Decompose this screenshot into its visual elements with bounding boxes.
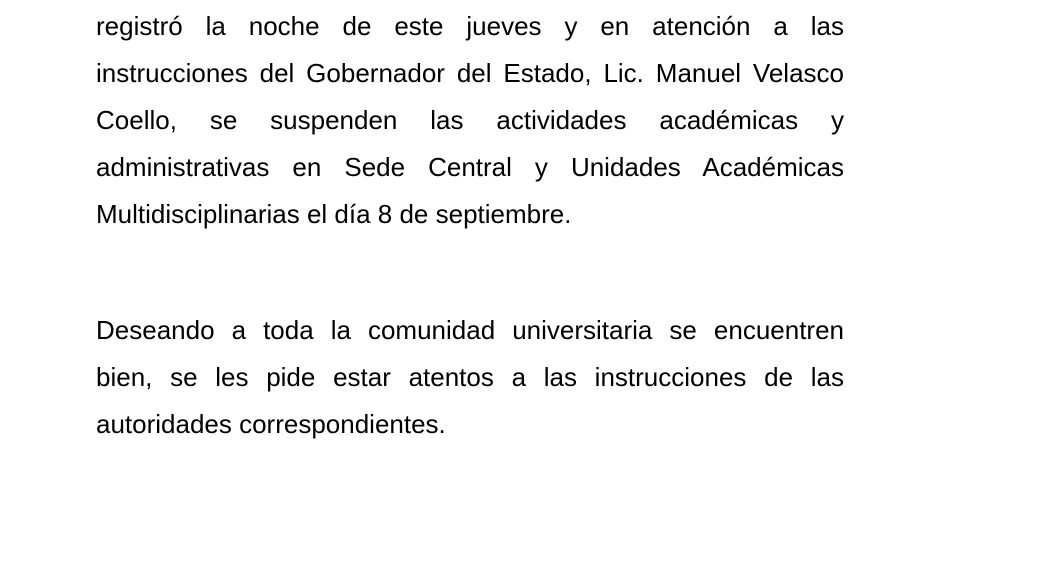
paragraph-line: Deseando a toda la comunidad universitaria se encuentren [96,315,844,345]
paragraph-line: Multidisciplinarias el día 8 de septiembre. [96,199,572,229]
paragraph-line: autoridades correspondientes. [96,409,446,439]
paragraph-line: bien, se les pide estar atentos a las instrucciones de las [96,362,844,392]
paragraph-wellbeing-message [96,307,844,448]
paragraph-line: registró la noche de este jueves y en atención a las [96,11,844,41]
paragraph-line: Coello, se suspenden las actividades académicas y [96,105,844,135]
paragraph-line: administrativas en Sede Central y Unidades Académicas [96,152,844,182]
paragraph-suspension-notice [96,3,844,238]
paragraph-line: instrucciones del Gobernador del Estado, Lic. Manuel Velasco [96,58,844,88]
